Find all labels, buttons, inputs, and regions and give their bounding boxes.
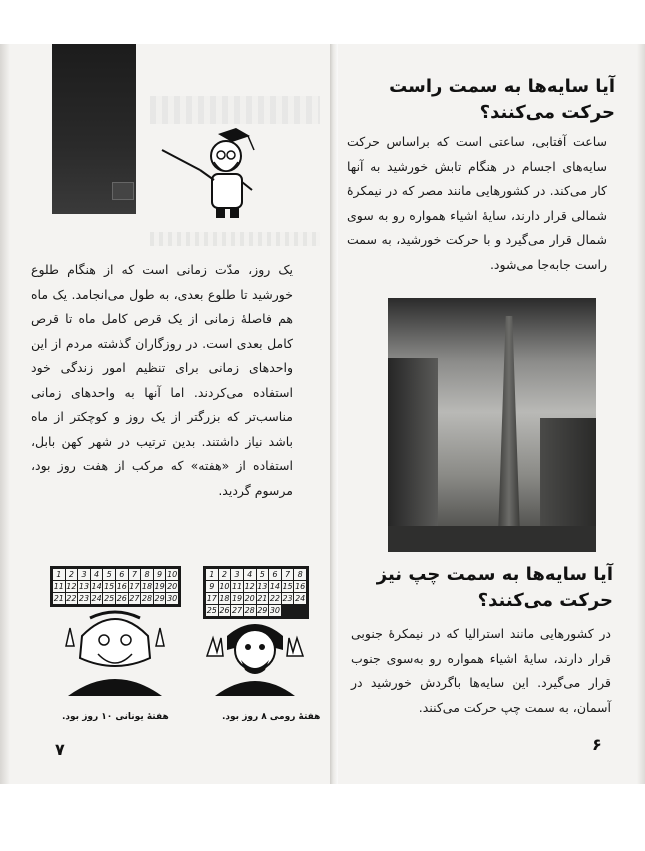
left-page-edge	[0, 44, 10, 784]
roman-week-caption: هفتهٔ رومی ۸ روز بود.	[222, 712, 321, 722]
calendar-day-cell: 4	[91, 569, 103, 580]
calendar-day-cell: 16	[116, 582, 127, 591]
calendar-day-cell: 27	[129, 594, 140, 603]
calendar-day-cell: 21	[257, 594, 268, 603]
greek-man-cartoon	[60, 608, 170, 696]
calendar-day-cell: 8	[141, 569, 153, 580]
temple-wall	[388, 358, 438, 552]
greek-calendar	[50, 566, 181, 607]
calendar-day-cell: 11	[231, 582, 243, 591]
calendar-day-cell: 22	[269, 594, 281, 603]
ground	[388, 526, 596, 552]
calendar-day-cell: 25	[104, 594, 115, 603]
calendar-day-cell: 15	[104, 582, 115, 591]
calendar-day-cell: 7	[282, 569, 294, 580]
calendar-day-cell: 3	[231, 569, 243, 580]
calendar-day-cell: 28	[141, 594, 153, 603]
calendar-day-cell: 18	[141, 582, 153, 591]
greek-week-caption: هفتهٔ یونانی ۱۰ روز بود.	[62, 712, 169, 722]
calendar-day-cell: 22	[66, 594, 77, 603]
calendar-day-cell: 19	[154, 582, 165, 591]
calendar-day-cell: 28	[244, 606, 255, 615]
calendar-day-cell: 1	[53, 569, 65, 580]
roman-calendar	[203, 566, 309, 619]
calendar-day-cell: 30	[167, 594, 178, 603]
dark-illustration-block	[52, 44, 136, 214]
book-gutter	[330, 44, 338, 784]
calendar-day-cell: 13	[78, 582, 90, 591]
calendar-day-cell: 20	[167, 582, 178, 591]
calendar-day-cell: 23	[78, 594, 90, 603]
calendar-day-cell: 29	[257, 606, 268, 615]
egypt-obelisk-photo	[388, 298, 596, 552]
faded-band	[150, 96, 320, 124]
calendar-day-cell: 14	[91, 582, 102, 591]
calendar-day-cell: 25	[206, 606, 217, 615]
page-number-left: ۷	[55, 740, 65, 759]
calendar-day-cell: 1	[206, 569, 218, 580]
calendar-day-cell: 13	[257, 582, 268, 591]
calendar-day-cell: 17	[129, 582, 140, 591]
faint-frame-icon	[112, 182, 134, 200]
calendar-day-cell: 6	[269, 569, 281, 580]
calendar-day-cell: 9	[154, 569, 166, 580]
professor-cartoon	[160, 128, 268, 222]
calendar-day-cell: 6	[116, 569, 128, 580]
calendar-day-cell: 19	[231, 594, 243, 603]
calendar-day-cell: 5	[103, 569, 115, 580]
faded-band	[150, 232, 320, 246]
calendar-day-cell: 10	[167, 570, 178, 579]
calendar-day-cell: 12	[244, 582, 255, 591]
calendar-day-cell: 26	[219, 606, 230, 615]
calendar-day-cell: 4	[244, 569, 256, 580]
calendar-day-cell: 10	[219, 582, 230, 591]
calendar-day-cell: 29	[154, 594, 165, 603]
heading-right-shadow: آیا سایه‌ها به سمت راست حرکت می‌کنند؟	[389, 76, 615, 123]
calendar-day-cell: 9	[206, 581, 218, 592]
calendar-day-cell: 2	[219, 569, 231, 580]
week-paragraph: یک روز، مدّت زمانی است که از هنگام طلوع خورشید تا طلوع بعدی، به طول می‌انجامد. یک ماه هم فاصلهٔ زمانی از یک قرص کامل ماه تا قرص کامل بعدی است. در روزگاران گذشته مردم از این واحدهای زمانی برای تنظیم امور زندگی خود استفاده می‌کردند. اما آنها به واحدهای زمانی مناسب‌تر که بزرگتر از یک روز و کوچکتر از ماه باشد نیاز داشتند. بدین ترتیب در شهر کهن بابل، استفاده از «هفته» که مرکب از هفت روز بود، مرسوم گردید.	[31, 262, 293, 498]
calendar-day-cell: 24	[91, 594, 102, 603]
calendar-day-cell: 3	[78, 569, 90, 580]
calendar-day-cell: 11	[53, 582, 64, 591]
roman-man-cartoon	[205, 616, 305, 696]
calendar-day-cell: 16	[295, 582, 306, 591]
heading-left-shadow: آیا سایه‌ها به سمت چپ نیز حرکت می‌کنند؟	[376, 564, 613, 611]
page-number-right: ۶	[592, 735, 602, 754]
calendar-day-cell: 7	[129, 569, 141, 580]
calendar-day-cell: 5	[257, 569, 269, 580]
calendar-day-cell: 12	[66, 582, 77, 591]
calendar-day-cell: 20	[244, 594, 255, 603]
calendar-day-cell: 30	[269, 606, 281, 615]
calendar-day-cell: 14	[269, 582, 281, 591]
calendar-day-cell: 15	[282, 582, 293, 591]
calendar-day-cell: 2	[66, 569, 78, 580]
sundial-paragraph: ساعت آفتابی، ساعتی است که براساس حرکت سایه‌های اجسام در هنگام تابش خورشید به آنها کار می‌کند. در کشورهایی مانند مصر که در نیمکرهٔ شمالی قرار دارند، سایهٔ اشیاء همواره رو به سوی شمال قرار می‌گیرد و با حرکت خورشید، به سمت راست جابه‌جا می‌شود.	[347, 134, 607, 272]
calendar-day-cell: 27	[231, 606, 243, 615]
calendar-day-cell: 18	[219, 594, 230, 603]
obelisk	[498, 316, 520, 536]
calendar-day-cell: 26	[116, 594, 127, 603]
calendar-day-cell: 17	[206, 594, 217, 603]
calendar-day-cell: 24	[295, 594, 306, 603]
calendar-day-cell: 23	[282, 594, 293, 603]
calendar-day-cell: 21	[53, 594, 64, 603]
australia-paragraph: در کشورهایی مانند استرالیا که در نیمکرهٔ جنوبی قرار دارند، سایهٔ اشیاء همواره رو به‌سوی جنوب قرار می‌گیرد. این سایه‌ها باگردش خورشید در آسمان، به سمت چپ حرکت می‌کنند.	[351, 626, 611, 715]
calendar-day-cell: 8	[294, 569, 306, 580]
right-page-edge	[637, 44, 645, 784]
